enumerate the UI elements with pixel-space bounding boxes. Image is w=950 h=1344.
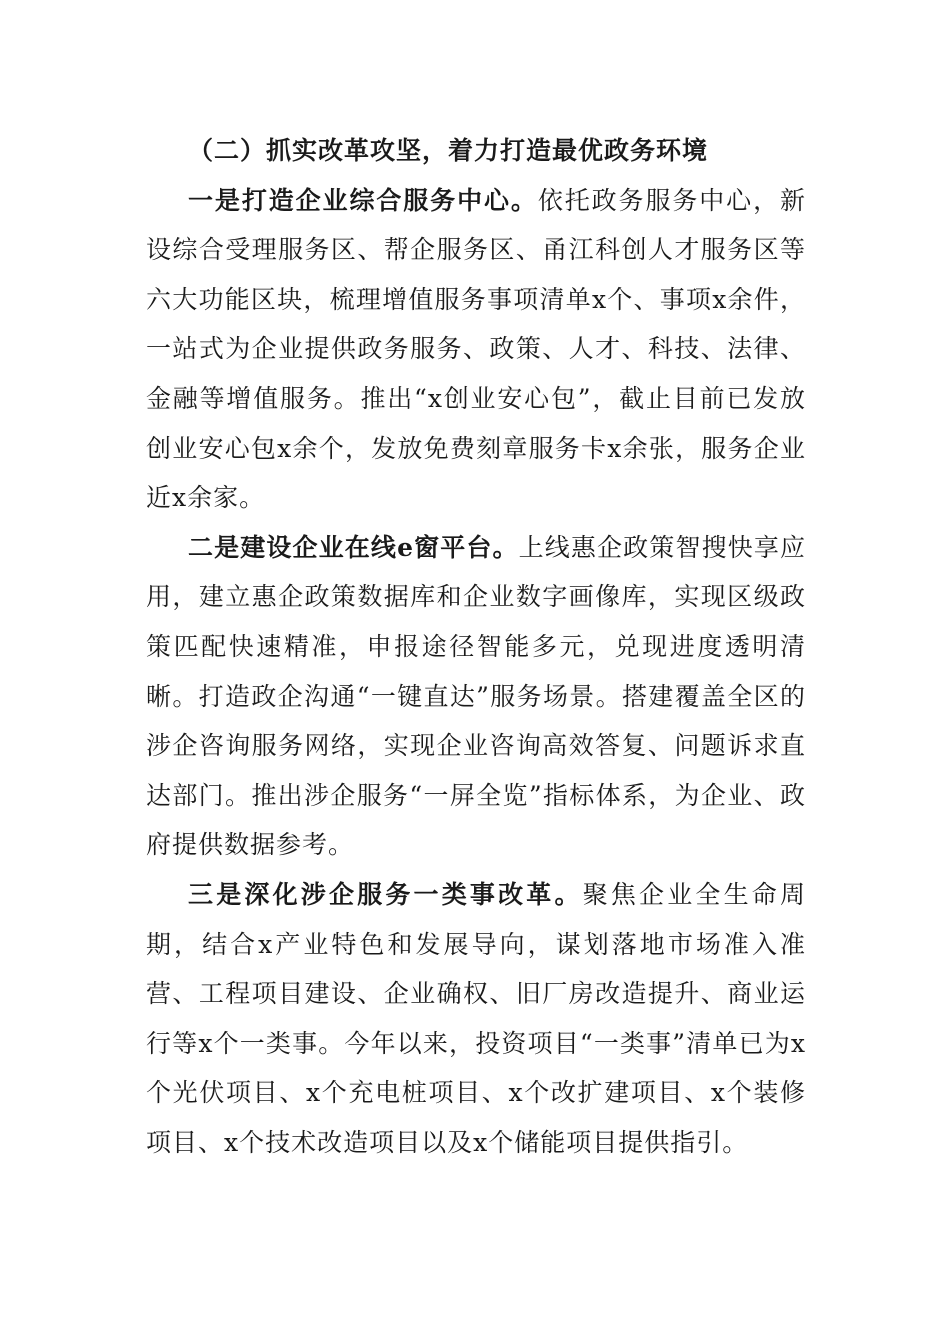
paragraph-3-body: 聚焦企业全生命周期，结合x产业特色和发展导向，谋划落地市场准入准营、工程项目建设、企业确权、旧厂房改造提升、商业运行等x个一类事。今年以来，投资项目“一类事”清单已为x个光伏项目、x个充电桩项目、x个改扩建项目、x个装修项目、x个技术改造项目以及x个储能项目提供指引。 xyxy=(146,879,806,1157)
paragraph-2-lead: 二是建设企业在线e窗平台。 xyxy=(188,532,519,562)
paragraph-1-lead: 一是打造企业综合服务中心。 xyxy=(188,185,538,215)
paragraph-3-lead: 三是深化涉企服务一类事改革。 xyxy=(188,879,583,909)
paragraph-2 xyxy=(146,523,806,870)
section-heading: （二）抓实改革攻坚，着力打造最优政务环境 xyxy=(188,136,709,165)
document-body xyxy=(146,126,806,1167)
paragraph-2-body: 上线惠企政策智搜快享应用，建立惠企政策数据库和企业数字画像库，实现区级政策匹配快速精准，申报途径智能多元，兑现进度透明清晰。打造政企沟通“一键直达”服务场景。搭建覆盖全区的涉企咨询服务网络，实现企业咨询高效答复、问题诉求直达部门。推出涉企服务“一屏全览”指标体系，为企业、政府提供数据参考。 xyxy=(146,532,806,860)
paragraph-1 xyxy=(146,176,806,523)
paragraph-1-body: 依托政务服务中心，新设综合受理服务区、帮企服务区、甬江科创人才服务区等六大功能区块，梳理增值服务事项清单x个、事项x余件，一站式为企业提供政务服务、政策、人才、科技、法律、金融等增值服务。推出“x创业安心包”，截止目前已发放创业安心包x余个，发放免费刻章服务卡x余张，服务企业近x余家。 xyxy=(146,185,806,513)
paragraph-3 xyxy=(146,870,806,1168)
